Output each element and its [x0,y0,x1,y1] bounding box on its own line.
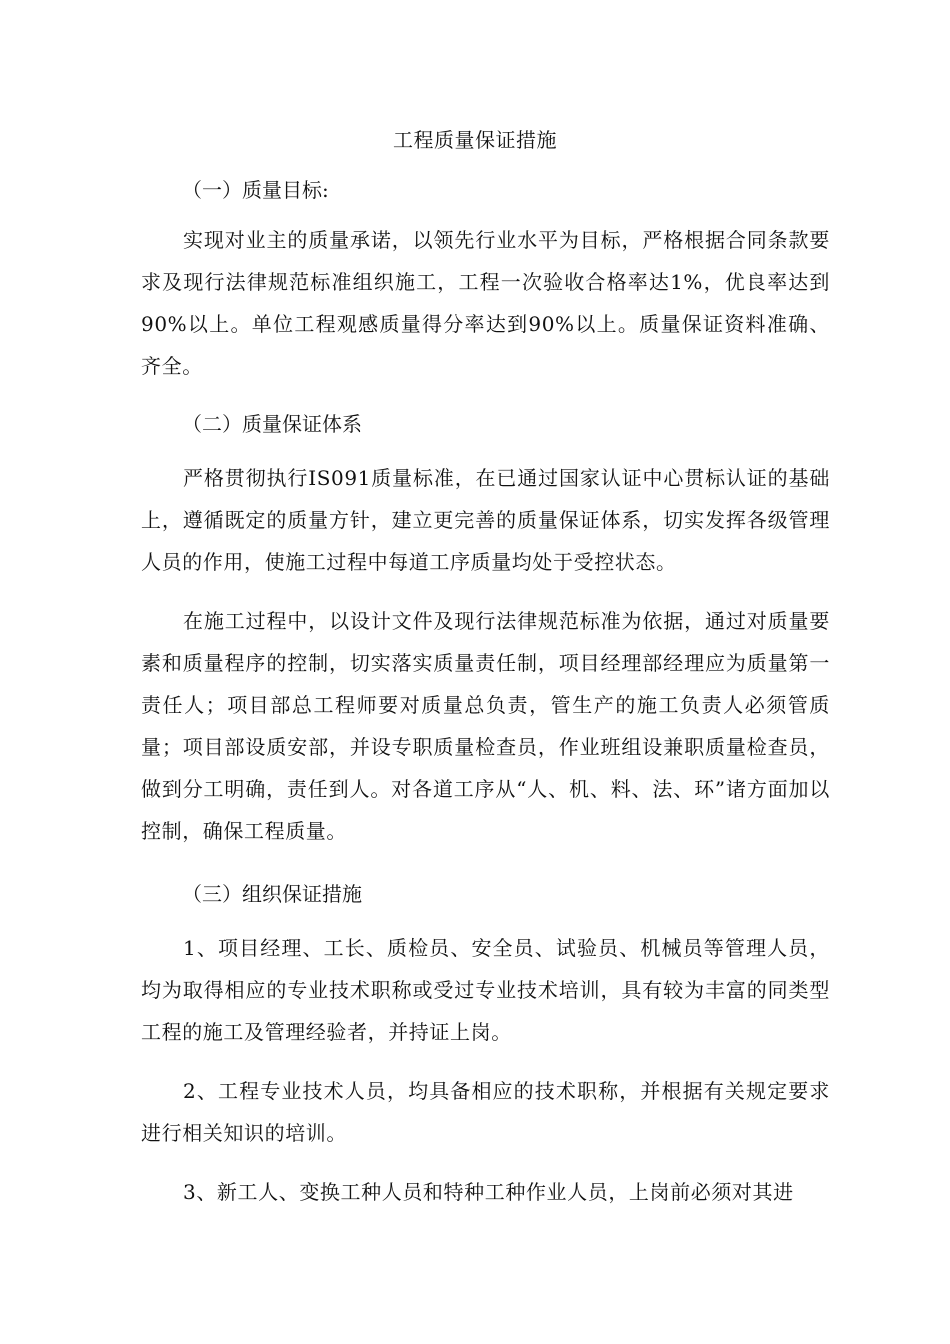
section-heading-quality-system: （二）质量保证体系 [182,412,362,436]
document-title: 工程质量保证措施 [393,128,557,152]
paragraph-organization-2: 2、工程专业技术人员，均具备相应的技术职称，并根据有关规定要求进行相关知识的培训。 [141,1079,830,1145]
section-heading-organization-measures: （三）组织保证措施 [182,882,362,906]
paragraph-quality-system-2: 在施工过程中，以设计文件及现行法律规范标准为依据，通过对质量要素和质量程序的控制，切实落实质量责任制，项目经理部经理应为质量第一责任人；项目部总工程师要对质量总负责，管生产的施工负责人必须管质量；项目部设质安部，并设专职质量检查员，作业班组设兼职质量检查员，做到分工明确，责任到人。对各道工序从“人、机、料、法、环”诸方面加以控制，确保工程质量。 [141,609,830,843]
section-heading-quality-goal: （一）质量目标: [182,178,329,202]
paragraph-quality-goal: 实现对业主的质量承诺，以领先行业水平为目标，严格根据合同条款要求及现行法律规范标准组织施工，工程一次验收合格率达1%，优良率达到90%以上。单位工程观感质量得分率达到90%以上。质量保证资料准确、齐全。 [141,228,830,378]
paragraph-organization-1: 1、项目经理、工长、质检员、安全员、试验员、机械员等管理人员，均为取得相应的专业技术职称或受过专业技术培训，具有较为丰富的同类型工程的施工及管理经验者，并持证上岗。 [141,936,830,1044]
paragraph-organization-3: 3、新工人、变换工种人员和特种工种作业人员，上岗前必须对其进 [183,1180,794,1204]
paragraph-quality-system-1: 严格贯彻执行IS091质量标准，在已通过国家认证中心贯标认证的基础上，遵循既定的质量方针，建立更完善的质量保证体系，切实发挥各级管理人员的作用，使施工过程中每道工序质量均处于受控状态。 [141,466,830,574]
